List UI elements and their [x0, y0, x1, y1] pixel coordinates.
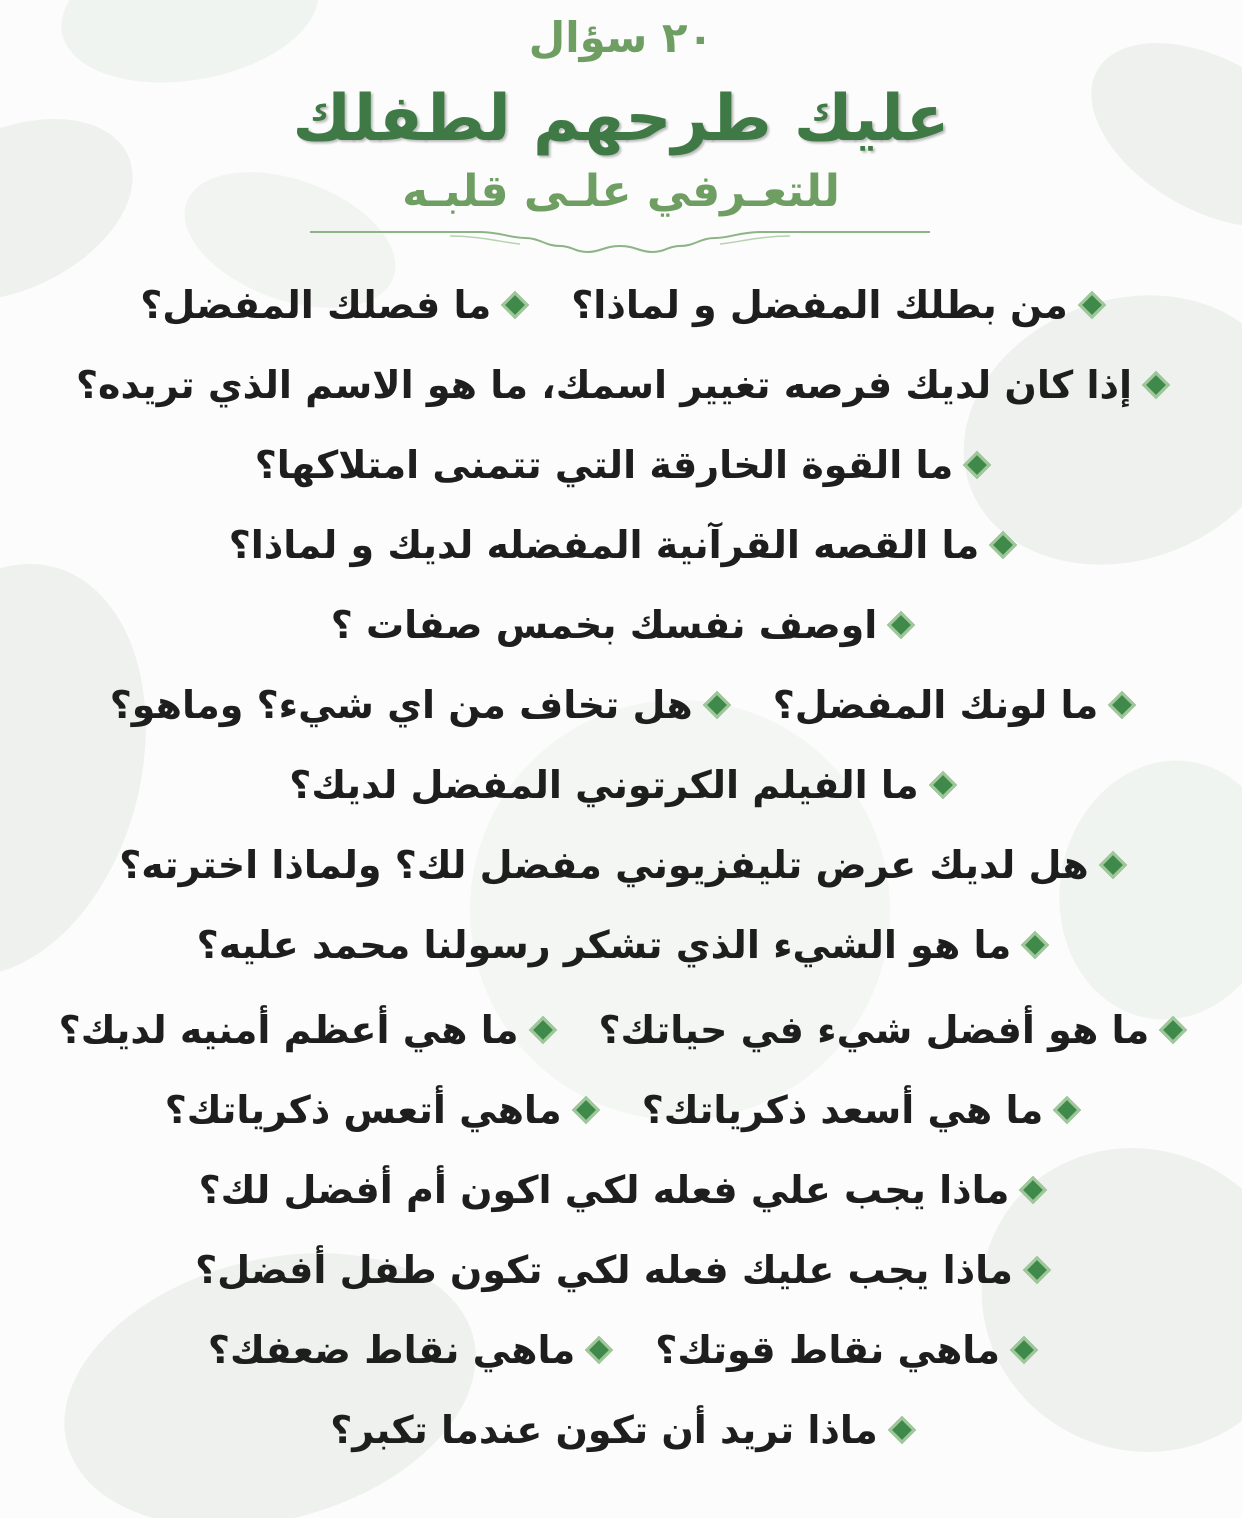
question-item — [330, 1408, 911, 1452]
diamond-bullet-icon — [989, 531, 1017, 559]
question-item — [195, 1248, 1047, 1292]
question-item — [655, 1328, 1034, 1372]
question-text: ماذا تريد أن تكون عندما تكبر؟ — [330, 1408, 878, 1452]
question-text: ما هي أسعد ذكرياتك؟ — [641, 1088, 1044, 1132]
diamond-bullet-icon — [1159, 1016, 1187, 1044]
question-text: ماذا يجب علي فعله لكي اكون أم أفضل لك؟ — [198, 1168, 1010, 1212]
question-text: ماهي أتعس ذكرياتك؟ — [164, 1088, 562, 1132]
question-row — [0, 1000, 1242, 1060]
question-item — [76, 363, 1166, 407]
diamond-bullet-icon — [1078, 291, 1106, 319]
diamond-bullet-icon — [1108, 691, 1136, 719]
wavy-divider — [310, 220, 930, 260]
question-text: ماهي نقاط قوتك؟ — [655, 1328, 1001, 1372]
diamond-bullet-icon — [1021, 931, 1049, 959]
question-text: من بطلك المفضل و لماذا؟ — [571, 283, 1068, 327]
question-row — [0, 835, 1242, 895]
diamond-bullet-icon — [1142, 371, 1170, 399]
question-text: ماذا يجب عليك فعله لكي تكون طفل أفضل؟ — [195, 1248, 1013, 1292]
question-item — [208, 1328, 609, 1372]
diamond-bullet-icon — [887, 611, 915, 639]
question-item — [289, 763, 952, 807]
question-row — [0, 1160, 1242, 1220]
diamond-bullet-icon — [929, 771, 957, 799]
question-row — [0, 755, 1242, 815]
question-item — [599, 1008, 1184, 1052]
question-text: ما القوة الخارقة التي تتمنى امتلاكها؟ — [254, 443, 954, 487]
question-text: ما فصلك المفضل؟ — [140, 283, 492, 327]
question-text: إذا كان لديك فرصه تغيير اسمك، ما هو الاسم الذي تريده؟ — [76, 363, 1133, 407]
diamond-bullet-icon — [1019, 1176, 1047, 1204]
page-subtitle: للتعـرفي علـى قلبـه — [402, 166, 840, 217]
question-item — [331, 603, 912, 647]
question-row — [0, 275, 1242, 335]
page-title: عليك طرحهم لطفلك — [292, 82, 950, 156]
question-row — [0, 355, 1242, 415]
question-text: ما لونك المفضل؟ — [772, 683, 1099, 727]
question-row — [0, 1400, 1242, 1460]
question-item — [197, 923, 1046, 967]
question-row — [0, 435, 1242, 495]
question-text: ما هي أعظم أمنيه لديك؟ — [58, 1008, 519, 1052]
question-item — [229, 523, 1014, 567]
question-row — [0, 595, 1242, 655]
question-text: ما القصه القرآنية المفضله لديك و لماذا؟ — [228, 523, 980, 567]
diamond-bullet-icon — [703, 691, 731, 719]
question-row — [0, 1080, 1242, 1140]
diamond-bullet-icon — [528, 1016, 556, 1044]
question-text: ماهي نقاط ضعفك؟ — [207, 1328, 576, 1372]
question-row — [0, 515, 1242, 575]
question-item — [642, 1088, 1078, 1132]
question-row — [0, 675, 1242, 735]
question-item — [773, 683, 1133, 727]
diamond-bullet-icon — [572, 1096, 600, 1124]
question-row — [0, 1320, 1242, 1380]
question-text: ما الفيلم الكرتوني المفضل لديك؟ — [289, 763, 919, 807]
question-item — [119, 843, 1123, 887]
question-text: هل لديك عرض تليفزيوني مفضل لك؟ ولماذا اخترته؟ — [119, 843, 1089, 887]
question-item — [571, 283, 1102, 327]
question-text: ما هو أفضل شيء في حياتك؟ — [598, 1008, 1150, 1052]
question-item — [199, 1168, 1044, 1212]
diamond-bullet-icon — [1010, 1336, 1038, 1364]
question-text: ما هو الشيء الذي تشكر رسولنا محمد عليه؟ — [196, 923, 1012, 967]
diamond-bullet-icon — [1053, 1096, 1081, 1124]
diamond-bullet-icon — [1023, 1256, 1051, 1284]
question-row — [0, 915, 1242, 975]
question-row — [0, 1240, 1242, 1300]
diamond-bullet-icon — [501, 291, 529, 319]
diamond-bullet-icon — [888, 1416, 916, 1444]
question-item — [140, 283, 525, 327]
diamond-bullet-icon — [1099, 851, 1127, 879]
question-item — [165, 1088, 596, 1132]
diamond-bullet-icon — [585, 1336, 613, 1364]
question-item — [59, 1008, 553, 1052]
diamond-bullet-icon — [963, 451, 991, 479]
question-text: هل تخاف من اي شيء؟ وماهو؟ — [109, 683, 693, 727]
question-item — [110, 683, 727, 727]
question-count: ٢٠ سؤال — [528, 13, 714, 62]
question-item — [255, 443, 987, 487]
question-text: اوصف نفسك بخمس صفات ؟ — [330, 603, 878, 647]
